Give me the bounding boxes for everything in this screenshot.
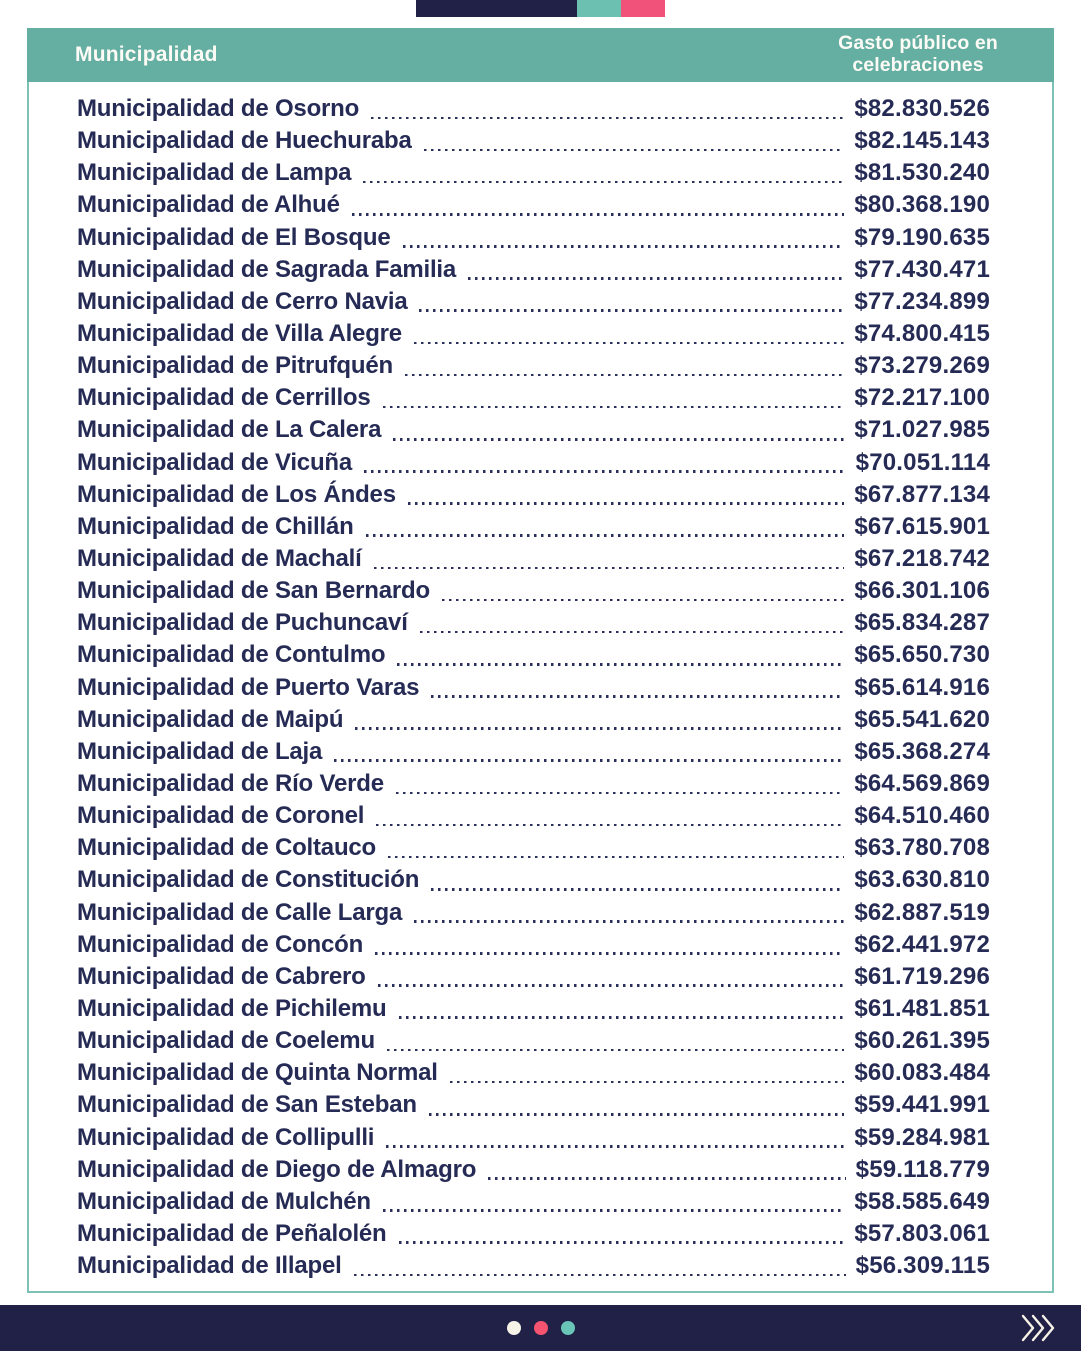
spending-amount: $71.027.985 <box>854 416 990 444</box>
table-row <box>77 899 990 931</box>
dotted-leader <box>429 1113 845 1116</box>
spending-amount: $67.615.901 <box>854 512 990 540</box>
spending-amount: $65.614.916 <box>854 673 990 701</box>
dotted-leader <box>352 213 845 216</box>
municipality-name: Municipalidad de Peñalolén <box>77 1219 387 1247</box>
dotted-leader <box>371 117 844 120</box>
spending-amount: $65.368.274 <box>854 737 990 765</box>
municipality-name: Municipalidad de Puchuncaví <box>77 609 408 637</box>
spending-amount: $72.217.100 <box>854 384 990 412</box>
table-row <box>77 674 990 706</box>
spending-table <box>27 28 1054 1293</box>
dotted-leader <box>376 824 844 827</box>
spending-amount: $73.279.269 <box>854 352 990 380</box>
accent-segment-teal <box>577 0 621 17</box>
spending-amount: $70.051.114 <box>855 448 990 476</box>
spending-amount: $59.118.779 <box>855 1155 990 1183</box>
spending-amount: $74.800.415 <box>854 319 990 347</box>
table-row <box>77 1220 990 1252</box>
spending-amount: $65.650.730 <box>854 641 990 669</box>
table-row <box>77 963 990 995</box>
spending-amount: $80.368.190 <box>854 191 990 219</box>
table-body <box>27 82 1054 1293</box>
municipality-name: Municipalidad de Laja <box>77 737 323 765</box>
dotted-leader <box>414 342 844 345</box>
chevrons-right-icon[interactable] <box>1021 1314 1055 1342</box>
column-header-spending: Gasto público en celebraciones <box>838 32 998 76</box>
spending-amount: $57.803.061 <box>854 1219 990 1247</box>
table-row <box>77 770 990 802</box>
dotted-leader <box>431 888 844 891</box>
table-row <box>77 159 990 191</box>
dotted-leader <box>397 663 844 666</box>
dotted-leader <box>488 1177 845 1180</box>
municipality-name: Municipalidad de La Calera <box>77 416 382 444</box>
spending-amount: $82.145.143 <box>854 127 990 155</box>
dotted-leader <box>387 1049 844 1052</box>
pagination-dots <box>507 1321 575 1335</box>
column-header-municipality: Municipalidad <box>75 43 218 66</box>
footer-bar <box>0 1305 1081 1351</box>
dotted-leader <box>442 599 844 602</box>
table-row <box>77 706 990 738</box>
municipality-name: Municipalidad de El Bosque <box>77 223 391 251</box>
spending-amount: $66.301.106 <box>854 577 990 605</box>
table-row <box>77 256 990 288</box>
dotted-leader <box>364 470 846 473</box>
dotted-leader <box>450 1081 845 1084</box>
dotted-leader <box>420 631 845 634</box>
municipality-name: Municipalidad de Alhué <box>77 191 340 219</box>
dotted-leader <box>375 952 844 955</box>
municipality-name: Municipalidad de Calle Larga <box>77 898 403 926</box>
municipality-name: Municipalidad de Huechuraba <box>77 127 412 155</box>
municipality-name: Municipalidad de Quinta Normal <box>77 1059 438 1087</box>
table-row <box>77 224 990 256</box>
municipality-name: Municipalidad de Cerrillos <box>77 384 371 412</box>
municipality-name: Municipalidad de Vicuña <box>77 448 353 476</box>
municipality-name: Municipalidad de Osorno <box>77 95 360 122</box>
dotted-leader <box>383 1209 844 1212</box>
dotted-leader <box>363 181 844 184</box>
top-accent-bar <box>416 0 665 17</box>
table-row <box>77 449 990 481</box>
spending-amount: $67.218.742 <box>854 544 990 572</box>
municipality-name: Municipalidad de Cabrero <box>77 962 366 990</box>
table-row <box>77 352 990 384</box>
spending-amount: $64.569.869 <box>854 769 990 797</box>
table-row <box>77 288 990 320</box>
dotted-leader <box>388 856 844 859</box>
municipality-name: Municipalidad de Villa Alegre <box>77 319 402 347</box>
table-row <box>77 320 990 352</box>
spending-amount: $61.481.851 <box>854 994 990 1022</box>
dotted-leader <box>396 792 844 795</box>
table-row <box>77 1091 990 1123</box>
spending-amount: $65.541.620 <box>854 705 990 733</box>
municipality-name: Municipalidad de Lampa <box>77 159 352 187</box>
table-row <box>77 1124 990 1156</box>
table-row <box>77 416 990 448</box>
spending-amount: $65.834.287 <box>854 609 990 637</box>
spending-amount: $62.887.519 <box>854 898 990 926</box>
municipality-name: Municipalidad de San Esteban <box>77 1091 417 1119</box>
pagination-dot[interactable] <box>534 1321 548 1335</box>
dotted-leader <box>354 1274 846 1277</box>
spending-amount: $56.309.115 <box>855 1252 990 1280</box>
table-row <box>77 1156 990 1188</box>
municipality-name: Municipalidad de Concón <box>77 930 364 958</box>
dotted-leader <box>366 534 845 537</box>
municipality-name: Municipalidad de Coronel <box>77 802 365 830</box>
dotted-leader <box>334 759 844 762</box>
spending-amount: $60.083.484 <box>854 1059 990 1087</box>
table-row <box>77 641 990 673</box>
dotted-leader <box>393 438 844 441</box>
spending-amount: $60.261.395 <box>854 1027 990 1055</box>
table-row <box>77 513 990 545</box>
spending-amount: $77.234.899 <box>854 287 990 315</box>
table-row <box>77 481 990 513</box>
municipality-name: Municipalidad de San Bernardo <box>77 577 430 605</box>
table-row <box>77 577 990 609</box>
table-row <box>77 995 990 1027</box>
table-row <box>77 931 990 963</box>
municipality-name: Municipalidad de Chillán <box>77 512 354 540</box>
municipality-name: Municipalidad de Contulmo <box>77 641 386 669</box>
spending-amount: $64.510.460 <box>854 802 990 830</box>
dotted-leader <box>386 1145 844 1148</box>
dotted-leader <box>405 374 844 377</box>
table-row <box>77 545 990 577</box>
accent-segment-navy <box>416 0 577 17</box>
table-row <box>77 384 990 416</box>
dotted-leader <box>355 727 844 730</box>
municipality-name: Municipalidad de Coelemu <box>77 1027 375 1055</box>
spending-amount: $59.284.981 <box>854 1123 990 1151</box>
dotted-leader <box>378 984 845 987</box>
dotted-leader <box>399 1016 845 1019</box>
table-row <box>77 1027 990 1059</box>
municipality-name: Municipalidad de Coltauco <box>77 834 377 862</box>
spending-amount: $58.585.649 <box>854 1187 990 1215</box>
dotted-leader <box>419 309 844 312</box>
table-row <box>77 609 990 641</box>
table-row <box>77 1059 990 1091</box>
dotted-leader <box>383 406 845 409</box>
spending-amount: $59.441.991 <box>854 1091 990 1119</box>
table-row <box>77 802 990 834</box>
municipality-name: Municipalidad de Constitución <box>77 866 420 894</box>
municipality-name: Municipalidad de Río Verde <box>77 769 384 797</box>
dotted-leader <box>399 1241 845 1244</box>
dotted-leader <box>468 277 844 280</box>
spending-amount: $67.877.134 <box>854 480 990 508</box>
table-row <box>77 738 990 770</box>
municipality-name: Municipalidad de Los Ándes <box>77 480 396 508</box>
municipality-name: Municipalidad de Illapel <box>77 1252 342 1280</box>
spending-amount: $79.190.635 <box>854 223 990 251</box>
table-row <box>77 1188 990 1220</box>
dotted-leader <box>403 245 845 248</box>
table-row <box>77 191 990 223</box>
municipality-name: Municipalidad de Diego de Almagro <box>77 1155 477 1183</box>
municipality-name: Municipalidad de Mulchén <box>77 1187 371 1215</box>
dotted-leader <box>414 920 844 923</box>
accent-segment-pink <box>621 0 665 17</box>
spending-amount: $61.719.296 <box>854 962 990 990</box>
spending-amount: $77.430.471 <box>854 255 990 283</box>
dotted-leader <box>374 567 845 570</box>
municipality-name: Municipalidad de Collipulli <box>77 1123 375 1151</box>
spending-amount: $63.780.708 <box>854 834 990 862</box>
municipality-name: Municipalidad de Puerto Varas <box>77 673 420 701</box>
table-row <box>77 866 990 898</box>
municipality-name: Municipalidad de Machalí <box>77 544 362 572</box>
spending-amount: $82.830.526 <box>854 95 990 122</box>
pagination-dot[interactable] <box>507 1321 521 1335</box>
municipality-name: Municipalidad de Sagrada Familia <box>77 255 457 283</box>
table-header <box>27 28 1054 82</box>
table-row <box>77 95 990 127</box>
table-row <box>77 1252 990 1284</box>
dotted-leader <box>408 502 844 505</box>
table-row <box>77 834 990 866</box>
dotted-leader <box>431 695 844 698</box>
municipality-name: Municipalidad de Cerro Navia <box>77 287 408 315</box>
table-row <box>77 127 990 159</box>
municipality-name: Municipalidad de Pichilemu <box>77 994 387 1022</box>
municipality-name: Municipalidad de Maipú <box>77 705 344 733</box>
spending-amount: $81.530.240 <box>854 159 990 187</box>
spending-amount: $62.441.972 <box>854 930 990 958</box>
spending-amount: $63.630.810 <box>854 866 990 894</box>
municipality-name: Municipalidad de Pitrufquén <box>77 352 393 380</box>
dotted-leader <box>424 149 845 152</box>
pagination-dot[interactable] <box>561 1321 575 1335</box>
